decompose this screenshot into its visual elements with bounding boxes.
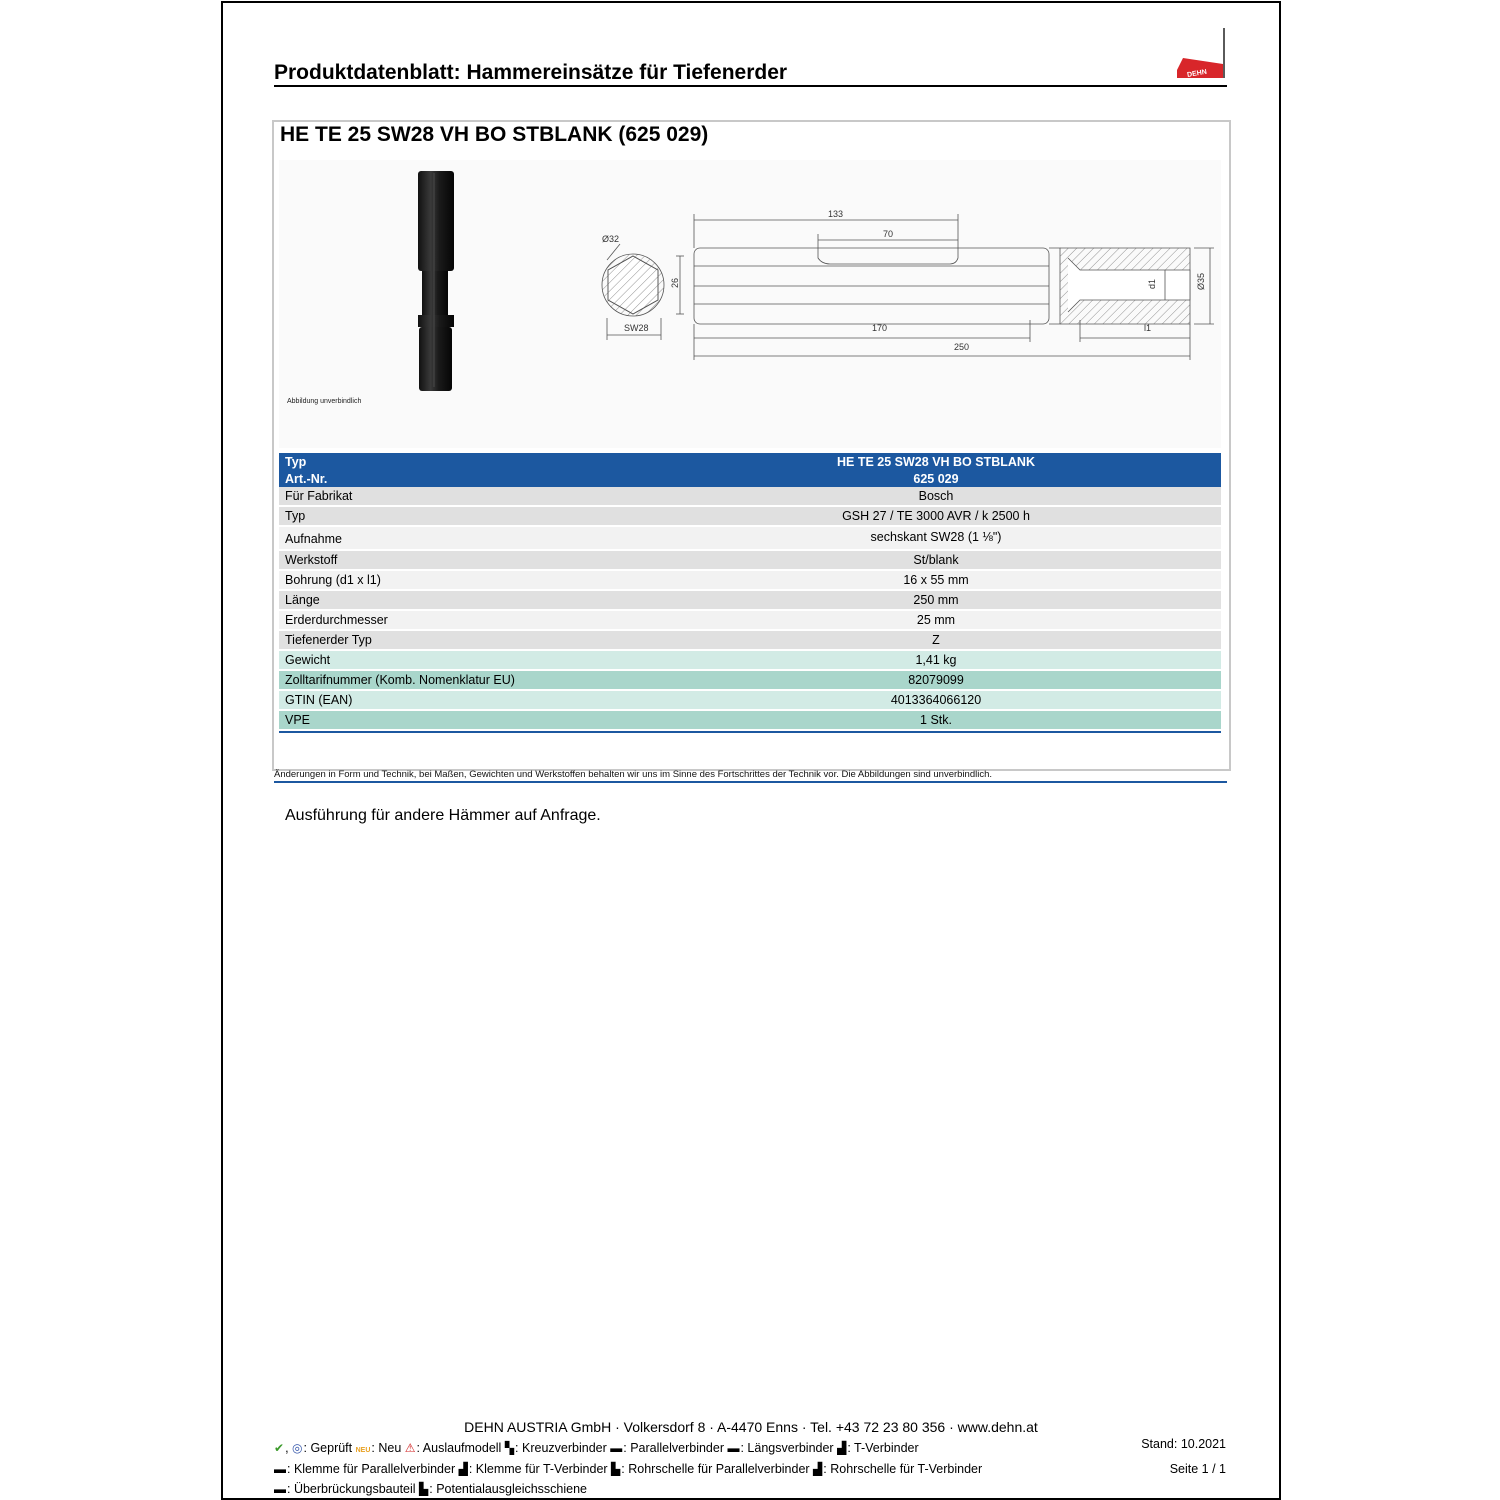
spec-label: Für Fabrikat bbox=[285, 489, 353, 503]
spec-value: 1,41 kg bbox=[915, 653, 957, 667]
discontinued-icon: ⚠ bbox=[404, 1441, 416, 1455]
dehn-logo bbox=[1175, 28, 1227, 80]
parallel-connector-icon: ▬ bbox=[610, 1441, 623, 1455]
header-label-typ: Typ bbox=[285, 455, 307, 469]
product-photo bbox=[400, 165, 470, 395]
t-clamp-icon: ▟ bbox=[458, 1462, 468, 1476]
header-label-artnr: Art.-Nr. bbox=[285, 472, 328, 486]
dim-d32: Ø32 bbox=[602, 234, 620, 244]
pipe-clamp-t-icon: ▟ bbox=[813, 1462, 823, 1476]
spec-row bbox=[279, 671, 1221, 691]
spec-row bbox=[279, 631, 1221, 651]
spec-value: St/blank bbox=[913, 553, 959, 567]
spec-row bbox=[279, 507, 1221, 527]
spec-table-header bbox=[279, 453, 1221, 487]
technical-drawing bbox=[590, 200, 1220, 370]
legend-line-1: ✔, ◎: Geprüft NEU: Neu ⚠: Auslaufmodell ▚: Kreuzverbinder ▬: Parallelverbinder ▬: Längsverbinder ▟: T-Verbinder bbox=[274, 1441, 919, 1455]
legend-parallelverbinder: : Parallelverbinder bbox=[623, 1441, 724, 1455]
dim-250: 250 bbox=[954, 342, 970, 352]
spec-row bbox=[279, 691, 1221, 711]
dim-133: 133 bbox=[828, 209, 844, 219]
bridging-component-icon: ▬ bbox=[274, 1482, 286, 1496]
t-connector-icon: ▟ bbox=[837, 1441, 847, 1455]
page-number: Seite 1 / 1 bbox=[1169, 1462, 1226, 1476]
dim-d1: d1 bbox=[1147, 278, 1157, 289]
spec-row bbox=[279, 651, 1221, 671]
new-badge-icon: NEU bbox=[355, 1447, 371, 1454]
cross-connector-icon: ▚ bbox=[504, 1441, 515, 1455]
header-value-typ: HE TE 25 SW28 VH BO STBLANK bbox=[837, 455, 1035, 469]
parallel-clamp-icon: ▬ bbox=[274, 1462, 286, 1476]
tested-seal-icon: ◎ bbox=[292, 1441, 303, 1455]
spec-label: Typ bbox=[285, 509, 306, 523]
spec-label: Erderdurchmesser bbox=[285, 613, 388, 627]
disclaimer-text: Änderungen in Form und Technik, bei Maßen, Gewichten und Werkstoffen behalten wir uns im Sinne des Fortschrittes der Technik vor. Die Abbildungen sind unverbindlich. bbox=[274, 769, 993, 780]
dim-70: 70 bbox=[883, 229, 894, 239]
spec-table bbox=[279, 453, 1221, 733]
spec-value: 1 Stk. bbox=[920, 713, 952, 727]
spec-label: Tiefenerder Typ bbox=[285, 633, 372, 647]
header-divider bbox=[274, 85, 1227, 87]
spec-table-bottom-rule bbox=[279, 731, 1221, 733]
dim-26: 26 bbox=[670, 277, 680, 288]
spec-label: Zolltarifnummer (Komb. Nomenklatur EU) bbox=[285, 673, 515, 687]
legend-laengsverbinder: : Längsverbinder bbox=[740, 1441, 834, 1455]
spec-row bbox=[279, 487, 1221, 507]
legend-rohrschelle-t: : Rohrschelle für T-Verbinder bbox=[823, 1462, 983, 1476]
dim-170: 170 bbox=[872, 323, 888, 333]
spec-label: VPE bbox=[285, 713, 311, 727]
availability-note: Ausführung für andere Hämmer auf Anfrage. bbox=[285, 807, 601, 824]
spec-row bbox=[279, 591, 1221, 611]
check-icon: ✔ bbox=[274, 1441, 285, 1455]
header-value-artnr: 625 029 bbox=[913, 472, 959, 486]
legend-potentialausgleich: : Potentialausgleichsschiene bbox=[429, 1482, 588, 1496]
spec-row bbox=[279, 611, 1221, 631]
spec-row bbox=[279, 571, 1221, 591]
legend-klemme-t: : Klemme für T-Verbinder bbox=[468, 1462, 608, 1476]
pipe-clamp-parallel-icon: ▙ bbox=[611, 1462, 621, 1476]
logo-text: DEHN bbox=[1186, 68, 1208, 80]
spec-label: Bohrung (d1 x l1) bbox=[285, 573, 381, 587]
spec-value: 16 x 55 mm bbox=[903, 573, 969, 587]
legend-ueberbrueckung: : Überbrückungsbauteil bbox=[287, 1482, 416, 1496]
dim-sw28: SW28 bbox=[624, 323, 649, 333]
spec-value: GSH 27 / TE 3000 AVR / k 2500 h bbox=[842, 509, 1030, 523]
legend-geprueft: : Geprüft bbox=[303, 1441, 353, 1455]
equipotential-bar-icon: ▙ bbox=[419, 1482, 429, 1496]
spec-label: Aufnahme bbox=[285, 532, 342, 546]
legend-rohrschelle-parallel: : Rohrschelle für Parallelverbinder bbox=[621, 1462, 810, 1476]
page-title: Produktdatenblatt: Hammereinsätze für Tiefenerder bbox=[274, 61, 788, 84]
spec-label: Länge bbox=[285, 593, 320, 607]
spec-value: 25 mm bbox=[916, 613, 956, 627]
legend-line-3 bbox=[274, 1482, 587, 1496]
spec-value: Bosch bbox=[918, 489, 954, 503]
spec-value: 82079099 bbox=[908, 673, 964, 687]
spec-row bbox=[279, 551, 1221, 571]
spec-row bbox=[279, 527, 1221, 551]
dim-d35: Ø35 bbox=[1196, 272, 1206, 290]
company-address: DEHN AUSTRIA GmbH · Volkersdorf 8 · A-4470 Enns · Tel. +43 72 23 80 356 · www.dehn.at bbox=[464, 1419, 1038, 1435]
spec-value: 4013364066120 bbox=[890, 693, 982, 707]
spec-label: GTIN (EAN) bbox=[285, 693, 353, 707]
spec-label: Gewicht bbox=[285, 653, 331, 667]
longitudinal-connector-icon: ▬ bbox=[727, 1441, 740, 1455]
legend-auslaufmodell: : Auslaufmodell bbox=[416, 1441, 502, 1455]
dim-l1: l1 bbox=[1144, 323, 1152, 333]
spec-value: 250 mm bbox=[913, 593, 959, 607]
spec-value: sechskant SW28 (1 ⅛") bbox=[870, 530, 1002, 544]
product-title: HE TE 25 SW28 VH BO STBLANK (625 029) bbox=[280, 123, 709, 146]
image-caption: Abbildung unverbindlich bbox=[287, 398, 362, 405]
legend-t-verbinder: : T-Verbinder bbox=[847, 1441, 919, 1455]
spec-label: Werkstoff bbox=[285, 553, 338, 567]
legend-kreuzverbinder: : Kreuzverbinder bbox=[515, 1441, 607, 1455]
revision-date: Stand: 10.2021 bbox=[1141, 1437, 1226, 1451]
legend-line-2 bbox=[274, 1462, 982, 1476]
disclaimer-divider bbox=[274, 781, 1227, 783]
spec-value: Z bbox=[932, 633, 940, 647]
spec-row bbox=[279, 711, 1221, 731]
legend-klemme-parallel: : Klemme für Parallelverbinder bbox=[287, 1462, 456, 1476]
legend-neu: : Neu bbox=[371, 1441, 402, 1455]
